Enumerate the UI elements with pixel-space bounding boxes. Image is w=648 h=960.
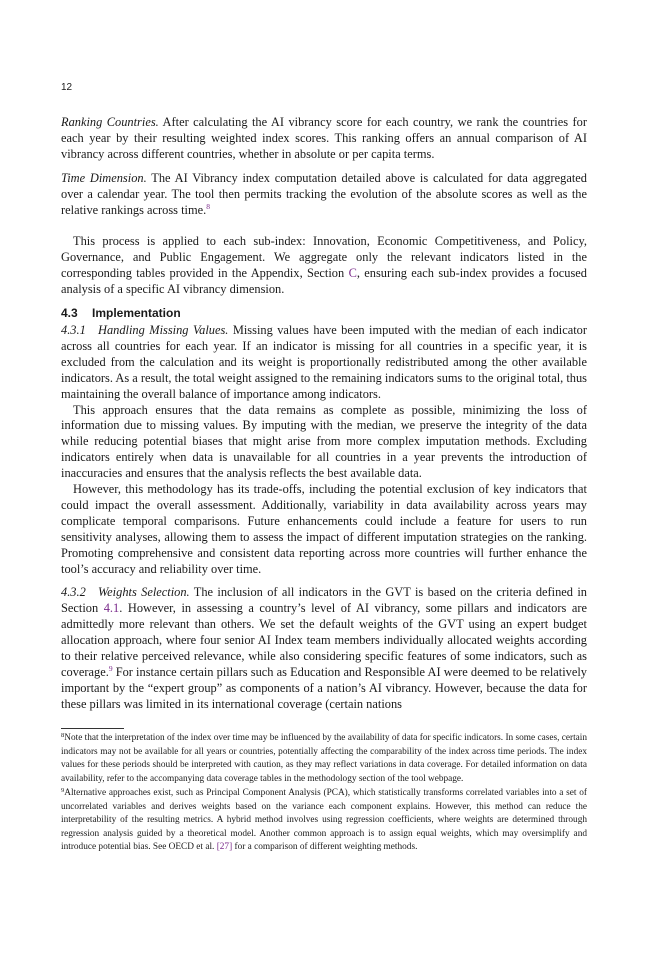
weights-paragraph [61,585,587,712]
footnote-9 [61,787,587,855]
missing-values-paragraph-2: This approach ensures that the data remains as complete as possible, minimizing the loss of information due to missing values. By imputing with the median, we preserve the integrity of the data while reducing potential biases that might arise from more complex imputation methods. Excluding indicators entirely when data is unavailable for all countries in a year prevents the introduction of inaccuracies and ensures that the analysis reflects the best available data. [61,402,587,481]
section-4-1-link[interactable]: 4.1 [103,601,120,616]
footnotes [61,728,587,856]
footnote-ref-9[interactable]: 9 [108,664,113,673]
process-text-after: , ensuring each sub-index provides a focused analysis of a specific AI vibrancy dimension. [61,266,588,297]
footnote-mark-9: 9 [61,787,65,794]
footnote-mark-8: 8 [61,732,65,739]
process-paragraph [61,234,587,298]
section-title: Implementation [92,306,181,321]
ranking-text: After calculating the AI vibrancy score for each country, we rank the countries for each year by their resulting weighted index scores. This ranking offers an annual comparison of AI vibrancy across different countries, whether in absolute or per capita terms. [61,115,587,161]
time-dimension-paragraph [61,171,587,219]
footnote-ref-8[interactable]: 8 [206,201,210,211]
footnote-9-text-after: for a comparison of different weighting methods. [232,842,418,852]
time-dimension-text: The AI Vibrancy index computation detailed above is calculated for data aggregated over a calendar year. The tool then permits tracking the evolution of the absolute scores as well as the relative rankings across time. [61,170,588,217]
weights-text-b: . However, in assessing a country’s level of AI vibrancy, some pillars and indicators are admittedly more relevant than others. We set the default weights of the GVT using an expert budget allocation approach, where four senior AI Index team members individually allocated weights according to their relative perceived relevance, while also considering specific features of some indicators, such as coverage. [61,601,587,679]
footnote-rule [61,728,124,729]
ranking-title: Ranking Countries. [61,115,159,129]
time-dimension-title: Time Dimension. [61,170,147,185]
weights-title: Weights Selection. [98,585,190,600]
footnote-8 [61,732,587,786]
footnote-9-text-before: Alternative approaches exist, such as Principal Component Analysis (PCA), which statistically transforms correlated variables into a set of uncorrelated variables and derives weights based on the variance each component explains. However, this method can reduce the interpretability of the resulting metrics. A hybrid method involves using regression coefficients, where weights are determined through regression analysis guided by a theoretical model. Another common approach is to assign equal weights, which may oversimplify and introduce potential bias. See OECD et al. [61,788,587,852]
footnote-8-text: Note that the interpretation of the index over time may be influenced by the availability of data for specific indicators. In some cases, certain indicators may not be available for all years or countries, potentially affecting the comparability of the index across time periods. The index values for these periods should be interpreted with caution, as they may reflect variations in data coverage. For detailed information on data availability, refer to the accompanying data coverage tables in the methodology section of the tool webpage. [61,733,588,784]
missing-values-p1: Missing values have been imputed with the median of each indicator across all countries for each year. If an indicator is missing for all countries in a specific year, it is excluded from the calculation and its weight is proportionally redistributed among the other available indicators. As a result, the total weight assigned to the remaining indicators sums to the original total, thus maintaining the overall balance of importance among indicators. [61,322,587,401]
missing-values-paragraph-3: However, this methodology has its trade-offs, including the potential exclusion of key indicators that could impact the overall assessment. Additionally, variability in data availability across years may complicate temporal comparisons. Future enhancements could include a feature for users to run sensitivity analyses, allowing them to assess the impact of different imputation strategies on the ranking. Promoting comprehensive and consistent data reporting across more countries will further enhance the tool’s accuracy and reliability over time. [61,482,587,576]
missing-values-title: Handling Missing Values. [98,322,229,337]
missing-values-paragraph-1 [61,323,587,403]
appendix-section-link[interactable]: C [348,266,357,281]
section-number: 4.3 [61,306,78,321]
subsection-number-432: 4.3.2 [61,585,86,600]
weights-text-c: For instance certain pillars such as Education and Responsible AI were deemed to be relatively important by the “expert group” as components of a nation’s AI vibrancy. However, because the data for these pillars was limited in its international coverage (certain nations [61,665,587,711]
subsection-number-431: 4.3.1 [61,322,86,337]
weights-text-a: The inclusion of all indicators in the GVT is based on the criteria defined in Section [61,585,587,616]
ranking-paragraph [61,115,587,163]
main-text [61,115,587,713]
section-heading [61,306,587,322]
page-number: 12 [61,82,73,93]
citation-27-link[interactable]: [27] [216,842,233,852]
process-text-before: This process is applied to each sub-index: Innovation, Economic Competitiveness, and Policy, Governance, and Public Engagement. We aggregate only the relevant indicators listed in the corresponding tables provided in the Appendix, Section [61,234,587,281]
